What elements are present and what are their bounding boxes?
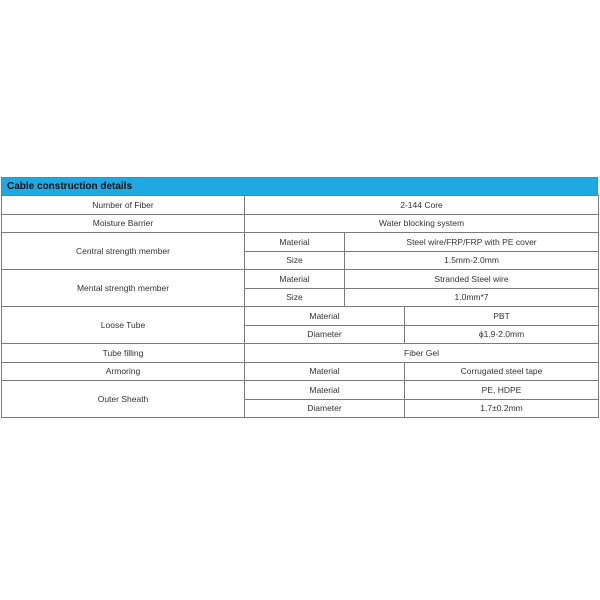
sub-value: 1.7±0.2mm [405,399,599,418]
table-row [2,307,599,326]
row-label: Number of Fiber [2,196,245,215]
table-row [2,344,599,363]
row-label: Outer Sheath [2,381,245,418]
row-label: Tube filling [2,344,245,363]
sub-label: Diameter [245,399,405,418]
sub-value: 1.0mm*7 [345,288,599,307]
row-label: Armoring [2,362,245,381]
sub-value: Corrugated steel tape [405,362,599,381]
sub-value: PE, HDPE [405,381,599,400]
sub-value: 1.5mm-2.0mm [345,251,599,270]
spec-table [1,195,599,418]
cable-construction-table [1,177,598,418]
sub-value: Stranded Steel wire [345,270,599,289]
sub-label: Material [245,381,405,400]
row-value: Fiber Gel [245,344,599,363]
sub-label: Material [245,307,405,326]
sub-label: Diameter [245,325,405,344]
table-row [2,214,599,233]
row-label: Mental strength member [2,270,245,307]
table-row [2,196,599,215]
sub-label: Material [245,233,345,252]
sub-label: Material [245,362,405,381]
row-value: 2-144 Core [245,196,599,215]
row-label: Central strength member [2,233,245,270]
table-row [2,381,599,400]
sub-label: Material [245,270,345,289]
sub-value: PBT [405,307,599,326]
row-value: Water blocking system [245,214,599,233]
row-label: Moisture Barrier [2,214,245,233]
table-title: Cable construction details [1,177,598,195]
table-row [2,233,599,252]
sub-value: ϕ1.9-2.0mm [405,325,599,344]
sub-label: Size [245,288,345,307]
table-row [2,362,599,381]
row-label: Loose Tube [2,307,245,344]
sub-label: Size [245,251,345,270]
table-row [2,270,599,289]
sub-value: Steel wire/FRP/FRP with PE cover [345,233,599,252]
